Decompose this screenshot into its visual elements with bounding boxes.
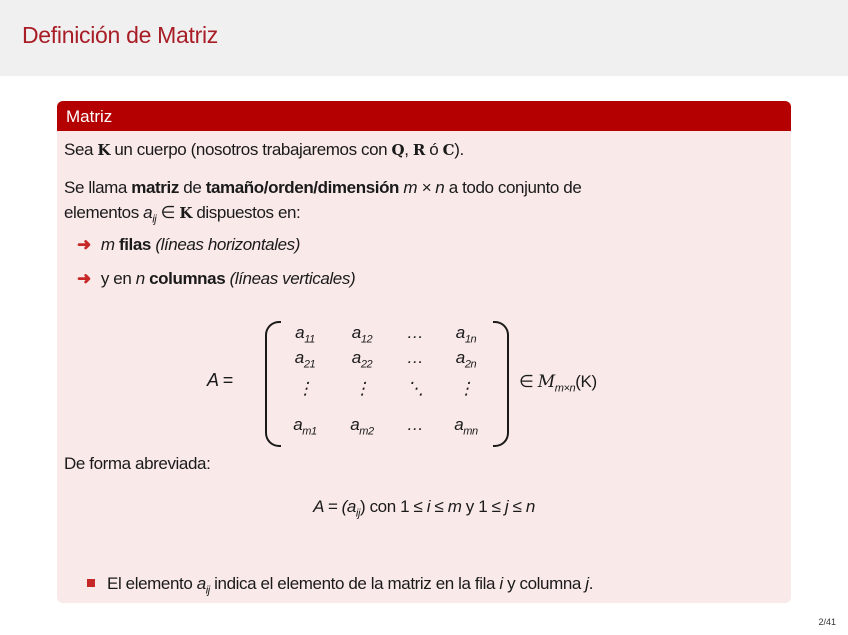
arrow-bullet-icon: ➜ [77, 269, 91, 288]
matrix-display [207, 321, 637, 445]
right-paren [493, 321, 509, 447]
page-number: 2/41 [818, 617, 836, 627]
matrix-cell: $a_{2n}$ [455, 348, 477, 371]
field-q-symbol: Q [391, 141, 405, 159]
matrix-cell: $a_{1n}$ [455, 323, 477, 346]
matrix-membership: ∈ $M_{m\times n}(K)$ [519, 372, 597, 395]
arrow-bullet-icon: ➜ [77, 235, 91, 254]
bullet-item: El elemento $a_{ij}$ indica el elemento de la matriz en la fila i y columna j. [87, 571, 593, 603]
matrix-cell: ⋮ [457, 379, 475, 398]
matrix-cell: $a_{mn}$ [454, 415, 478, 438]
text: , [404, 140, 413, 159]
matrix-cell: … [406, 348, 424, 367]
frame-title: Definición de Matriz [22, 22, 218, 48]
math-m: m [100, 235, 115, 254]
text: Sea [64, 140, 98, 159]
matrix-cell: … [406, 323, 424, 342]
math-subscript: m×n [554, 382, 576, 395]
matrix-space-symbol: M [537, 372, 555, 392]
definition-sentence-cont [64, 200, 300, 232]
text: ∈ [156, 203, 180, 222]
term-matriz: matriz [131, 178, 179, 197]
definition-sentence [64, 175, 581, 200]
field-k-symbol: K [179, 204, 193, 222]
abbrev-label: De forma abreviada: [64, 454, 211, 473]
text: ó [424, 140, 443, 159]
text: un cuerpo (nosotros trabajaremos con [110, 140, 392, 159]
block-title: Matriz [57, 101, 791, 131]
matrix-cell: … [406, 415, 424, 434]
term-filas: filas [118, 235, 151, 254]
matrix-cell: ⋱ [406, 379, 424, 398]
list-item-columns [77, 266, 355, 291]
text: dispuestos en: [192, 203, 301, 222]
square-bullet-icon [87, 579, 95, 587]
definition-block [57, 101, 791, 603]
text: elementos [64, 203, 144, 222]
math-subscript: ij [152, 213, 157, 226]
text: y en [100, 269, 136, 288]
matrix-lhs: A = [207, 370, 233, 390]
math-mxn: m × n [403, 178, 445, 197]
math-n: n [135, 269, 145, 288]
matrix-cell: $a_{12}$ [351, 323, 373, 346]
text: ). [454, 140, 464, 159]
text: Se llama [64, 178, 132, 197]
matrix-cell: $a_{m1}$ [293, 415, 317, 438]
matrix-cell: $a_{11}$ [295, 323, 315, 346]
math-a: a [143, 203, 153, 222]
text: de [178, 178, 206, 197]
left-paren [265, 321, 281, 447]
matrix-cell: $a_{21}$ [294, 348, 316, 371]
term-tamano: tamaño/orden/dimensión [205, 178, 400, 197]
matrix-cell: $a_{m2}$ [350, 415, 374, 438]
field-k-symbol: K [97, 141, 111, 159]
abbrev-equation: $A = (a_{ij})$ con 1 ≤ i ≤ m y 1 ≤ j ≤ n [313, 497, 535, 520]
matrix-cell: ⋮ [296, 379, 314, 398]
matrix-cell: $a_{22}$ [351, 348, 373, 371]
note-vertical: (líneas verticales) [229, 269, 356, 288]
field-r-symbol: R [412, 141, 425, 159]
matrix-cell: ⋮ [353, 379, 371, 398]
field-c-symbol: C [442, 141, 455, 159]
frame-header [0, 0, 848, 76]
note-horizontal: (líneas horizontales) [155, 235, 300, 254]
list-item-rows [77, 232, 300, 257]
term-columnas: columnas [149, 269, 226, 288]
field-sentence [64, 137, 464, 163]
text: a todo conjunto de [444, 178, 582, 197]
